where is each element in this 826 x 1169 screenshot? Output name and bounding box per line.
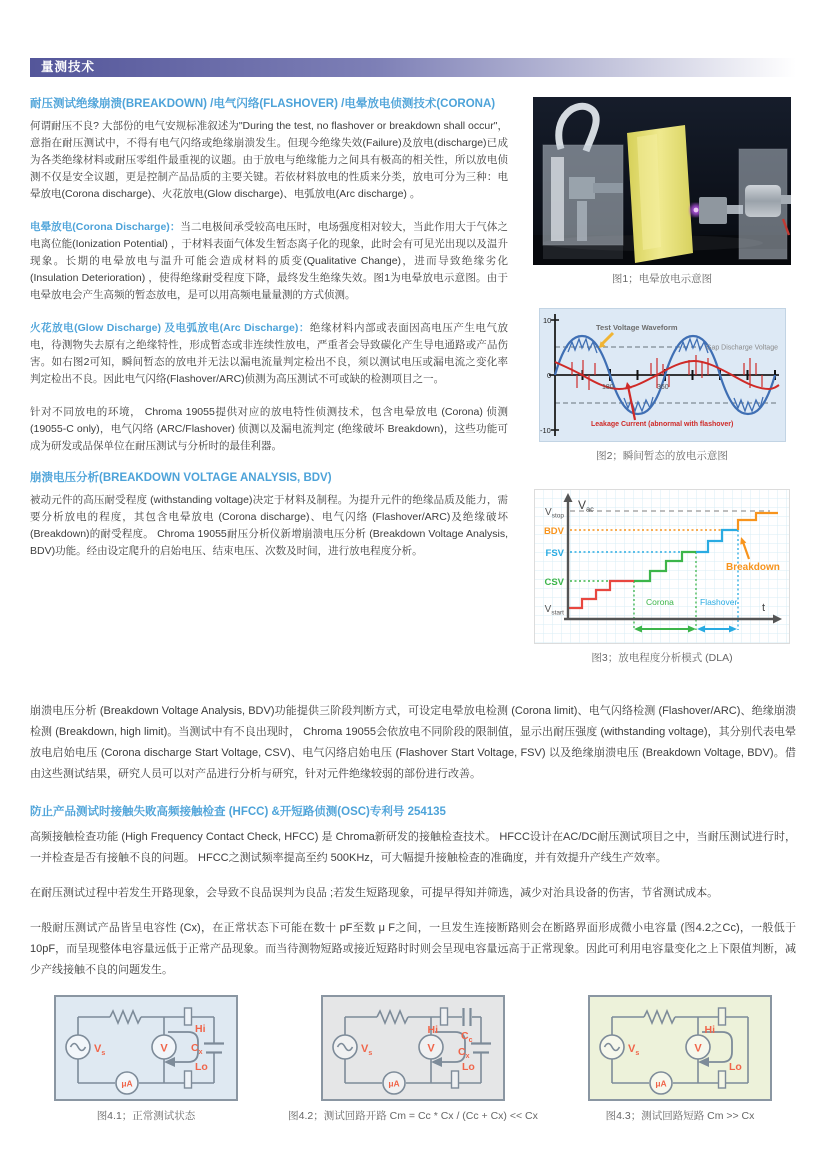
fig3-csv-label: CSV (544, 577, 564, 588)
paragraph-hfcc-1: 高频接触检查功能 (High Frequency Contact Check, HFCC) 是 Chroma新研发的接触检查技术。 HFCC设计在AC/DC耐压测试项目之中，当耐压测试进行时，一并检查是否有接触不良的问题。 HFCC之测试频率提高至约 500KHz，可大幅提升接触检查的准确度，并有效提升产线生产效率。 (30, 831, 796, 864)
corona-photo (533, 97, 791, 265)
paragraph-detection: 何谓耐压不良? 大部份的电气安规标准叙述为"During the test, no flashover or breakdown shall occur"，意指在耐压测试中，不得有电气闪络或绝缘崩溃发生。但现今绝缘失效(Failure)及放电(discharge)已成为各类绝缘材料或耐压零组件最重视的议题。由于放电与绝缘能力之间具有极高的相关性，所以放电侦测不仅是安全议题，更是控制产品品质的主要关键。若依材料放电的性质来分类，放电可分为三种：电晕放电(Corona discharge)、火花放电(Glow discharge)、电弧放电(Arc discharge) 。 (30, 120, 508, 200)
paragraph-glow-arc (30, 320, 508, 388)
hi-terminal (185, 1008, 192, 1025)
paragraph-hfcc-3: 一般耐压测试产品皆呈电容性 (Cx)，在正常状态下可能在数十 pF至数 μ F之间，一旦发生连接断路则会在断路界面形成微小电容量 (图4.2之Cc)，一般低于 10pF，而呈现整体电容量远低于正常产品现象。而当待测物短路或接近短路时时则会呈现电容量远高于正常现象。因此可利用电容量变化之上下限值判断，减少产线接触不良的问题发生。 (30, 922, 796, 976)
glow-body: 绝缘材料内部或表面因高电压产生电气放电，待测物失去原有之绝缘特性，形成暂态或非连续性放电，严重者会导致碳化产生导电通路或产品伤害。如右图2可知，瞬间暂态的放电并无法以漏电流量判定检出不良，须以测试电压或漏电流之变化率判定检出不良。因此电气闪络(Flashover/ARC)侦测为高压测试不可或缺的检测项目之一。 (30, 322, 508, 385)
circuit-open (321, 995, 505, 1101)
fig3-fsv-label: FSV (545, 548, 564, 559)
fig2-ytick-0: 0 (546, 371, 551, 380)
figure-4-1 (54, 995, 238, 1123)
fig3-vstart-label: $V_{start}$ (544, 604, 564, 617)
lo-label: Lo (728, 1061, 742, 1073)
hi-terminal (718, 1008, 725, 1025)
figure-4-2 (288, 995, 538, 1123)
full-width-section (30, 701, 796, 981)
lo-label: Lo (461, 1061, 475, 1073)
fig2-caption: 图2；瞬间暂态的放电示意图 (596, 450, 728, 462)
cx-label: $C_x$ (191, 1042, 203, 1056)
circuit-short (588, 995, 772, 1101)
circuit-figures-row (30, 995, 796, 1123)
fig3-breakdown-label: Breakdown (726, 562, 780, 573)
circuit-normal (54, 995, 238, 1101)
section-header-bar (30, 58, 796, 77)
dla-staircase-chart (534, 489, 790, 644)
hi-label: Hi (195, 1023, 206, 1035)
v-label: V (694, 1042, 702, 1055)
hi-label: Hi (704, 1024, 715, 1036)
paragraph-corona (30, 219, 508, 304)
fig2-ytick-10: 10 (542, 316, 551, 325)
heading-hfcc: 防止产品测试时接触失败高频接触检查 (HFCC) &开短路侦测(OSC)专利号 254135 (30, 806, 446, 818)
vs-label: $V_s$ (360, 1043, 373, 1057)
fig3-flashover-label: Flashover (700, 597, 738, 607)
lo-terminal (451, 1071, 458, 1088)
discharge-waveform-chart (539, 308, 786, 442)
fig2-xtick-180: 180 (601, 384, 614, 391)
electrode-block (699, 197, 727, 224)
corona-lead: 电晕放电(Corona Discharge)： (30, 221, 181, 233)
fig43-caption: 图4.3；测试回路短路 Cm >> Cx (605, 1110, 755, 1122)
fig2-gap-label: Gap Discharge Voltage (705, 344, 778, 352)
hi-label: Hi (427, 1024, 438, 1036)
fig2-leakage-label: Leakage Current (abnormal with flashover) (590, 421, 733, 428)
ua-label: μA (121, 1078, 133, 1089)
fig41-caption: 图4.1；正常测试状态 (96, 1110, 196, 1122)
lo-terminal (718, 1071, 725, 1088)
vs-label: $V_s$ (627, 1043, 640, 1057)
fig3-vstop-label: $V_{stop}$ (545, 507, 564, 520)
text-column (30, 97, 508, 679)
paragraph-bdv: 被动元件的高压耐受程度 (withstanding voltage)决定于材料及制程。为提升元件的绝缘品质及能力，需要分析放电的程度，其包含电晕放电 (Corona discharge)、电气闪络 (Flashover/ARC)及绝缘破坏 (Breakdown)的耐受程度。 Chroma 19055耐压分析仪新增崩溃电压分析 (Breakdown Voltage Analysis, BDV)功能。经由设定爬升的启始电压、结束电压、次数及时间，进行放电程度分析。 (30, 494, 508, 557)
v-label: V (427, 1042, 435, 1055)
fig3-vac-label: $V_{ac}$ (578, 498, 594, 514)
fig3-corona-label: Corona (646, 597, 674, 607)
ua-label: μA (388, 1078, 400, 1089)
fig2-voltage-label: Test Voltage Waveform (595, 323, 678, 332)
glow-lead: 火花放电(Glow Discharge) 及电弧放电(Arc Discharge)： (30, 322, 310, 334)
fig42-caption: 图4.2；测试回路开路 Cm = Cc * Cx / (Cc + Cx) << Cx (288, 1110, 538, 1122)
heading-detection-tech: 耐压测试绝缘崩溃(BREAKDOWN) /电气闪络(FLASHOVER) /电晕放电侦测技术(CORONA) (30, 98, 496, 110)
fig3-caption: 图3；放电程度分析模式 (DLA) (591, 652, 733, 664)
page-title: 量测技术 (41, 60, 96, 74)
figure-column (528, 97, 796, 679)
fig2-ytick-neg10: -10 (539, 426, 551, 435)
ua-label: μA (655, 1078, 667, 1089)
fig3-t-label: t (762, 602, 766, 614)
corona-body: 当二电极间承受较高电压时，电场强度相对较大，当此作用大于气体之电离位能(Ionization Potential) ，于材料表面气体发生暂态离子化的现象，此时会有可见光出现以及温升现象。长期的电晕放电与温升可能会造成材料的质变(Qualitative Change)，进而导致绝缘劣化 (Insulation Deterioration) ，使得绝缘耐受程度下降，最终发生绝缘失效。图1为电晕放电示意图。由于电晕放电会产生高频的暂态放电，是可以用高频电量量测的方式侦测。 (30, 221, 508, 301)
figure-4-3 (588, 995, 772, 1123)
heading-bdv: 崩溃电压分析(BREAKDOWN VOLTAGE ANALYSIS, BDV) (30, 472, 332, 484)
cx-label: $C_x$ (457, 1046, 470, 1060)
fig2-xtick-360: 360 (656, 384, 669, 391)
cc-label: $C_c$ (460, 1030, 473, 1044)
lo-terminal (185, 1071, 192, 1088)
paragraph-bdv-three-stage: 崩溃电压分析 (Breakdown Voltage Analysis, BDV)功能提供三阶段判断方式，可设定电晕放电检测 (Corona limit)、电气闪络检测 (Flashover/ARC)、绝缘崩溃检测 (Breakdown, high limit)。当测试中有不良出现时， Chroma 19055会依放电不同阶段的限制值，显示出耐压强度 (withstanding voltage)，其分别代表电晕放电启始电压 (Corona discharge Start Voltage, CSV)、电气闪络启始电压 (Flashover Start Voltage, FSV) 以及绝缘崩溃电压 (Breakdown Voltage, BDV)。借由这些测试结果，研究人员可以对产品进行分析与研究，针对元件绝缘较弱的部份进行改善。 (30, 705, 796, 780)
hi-terminal (440, 1008, 447, 1025)
fig3-bdv-label: BDV (543, 526, 564, 537)
fig1-caption: 图1；电晕放电示意图 (611, 273, 713, 285)
two-column-layout (30, 97, 796, 679)
metal-cylinder (745, 185, 781, 217)
lo-label: Lo (195, 1061, 208, 1073)
v-label: V (160, 1042, 168, 1055)
paragraph-hfcc-2: 在耐压测试过程中若发生开路现象，会导致不良品误判为良品 ;若发生短路现象，可提早得知并筛选，减少对治具设备的伤害，节省测试成本。 (30, 887, 719, 899)
vs-label: $V_s$ (94, 1043, 106, 1057)
paragraph-chroma-19055: 针对不同放电的环境， Chroma 19055提供对应的放电特性侦测技术，包含电晕放电 (Corona) 侦测 (19055-C only)，电气闪络 (ARC/Flashover) 侦测以及漏电流判定 (绝缘破坏 Breakdown)，这些功能可成为研发或品保单位在耐压测试与分析时的最佳利器。 (30, 406, 508, 452)
